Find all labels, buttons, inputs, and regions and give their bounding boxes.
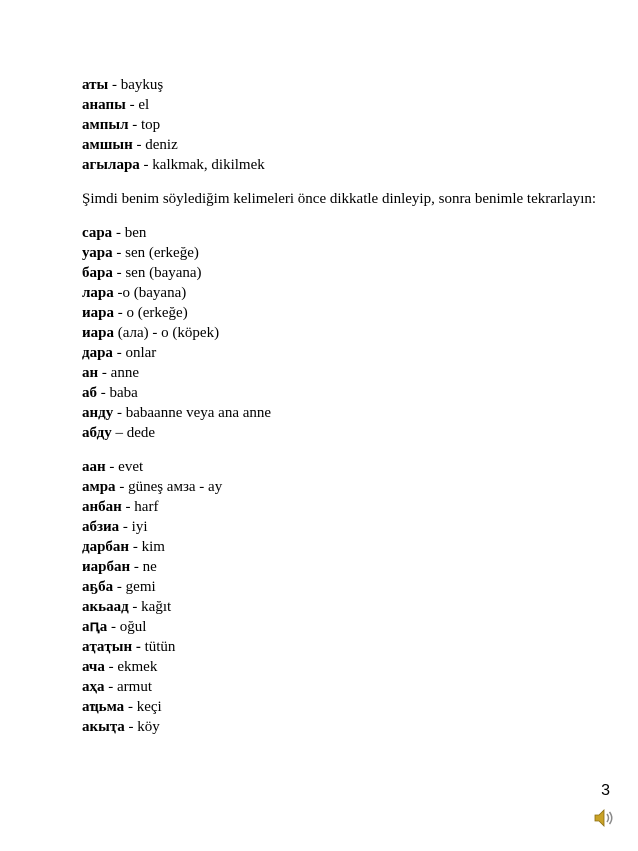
vocab-separator: - <box>113 405 126 421</box>
vocab-meaning: güneş амза - ay <box>128 479 223 495</box>
vocab-line <box>82 637 602 657</box>
vocab-word: аҳа <box>82 679 105 695</box>
vocab-word: аҕба <box>82 579 114 595</box>
vocab-line <box>82 403 602 423</box>
vocab-separator: - <box>113 579 126 595</box>
vocab-word: аԥа <box>82 619 108 635</box>
vocab-meaning: oğul <box>119 619 147 635</box>
vocab-word: абду <box>82 425 112 441</box>
vocab-word: аан <box>82 459 106 475</box>
vocab-word: уара <box>82 245 113 261</box>
vocab-separator: - <box>114 305 127 321</box>
vocab-line <box>82 303 602 323</box>
vocab-word: ан <box>82 365 99 381</box>
vocab-separator: - <box>139 157 153 173</box>
vocab-line <box>82 657 602 677</box>
vocab-separator: - <box>104 659 118 675</box>
vocab-line <box>82 115 602 135</box>
vocab-line <box>82 697 602 717</box>
vocab-word: дарбан <box>82 539 130 555</box>
vocab-line <box>82 517 602 537</box>
vocab-word: анбан <box>82 499 122 515</box>
vocab-separator: - <box>132 137 146 153</box>
vocabulary-group-1 <box>82 75 602 175</box>
vocab-separator: - <box>98 365 111 381</box>
vocab-line <box>82 477 602 497</box>
vocab-meaning: anne <box>110 365 139 381</box>
vocab-meaning: kim <box>141 539 165 555</box>
vocab-line <box>82 423 602 443</box>
vocab-word: иара <box>82 305 114 321</box>
vocab-word: сара <box>82 225 113 241</box>
vocabulary-group-3 <box>82 457 602 737</box>
vocab-line <box>82 677 602 697</box>
spacer <box>82 209 602 223</box>
vocab-meaning: köy <box>137 719 160 735</box>
vocab-meaning: baykuş <box>120 77 164 93</box>
vocab-separator: - <box>124 719 138 735</box>
vocab-meaning: top <box>141 117 161 133</box>
vocab-word: анду <box>82 405 114 421</box>
vocab-separator: - <box>128 117 141 133</box>
vocab-separator: - <box>125 97 139 113</box>
vocab-meaning: el <box>138 97 150 113</box>
vocab-line <box>82 617 602 637</box>
vocab-line <box>82 243 602 263</box>
vocab-meaning: deniz <box>145 137 178 153</box>
vocab-meaning: sen (erkeğe) <box>125 245 199 261</box>
vocab-line <box>82 577 602 597</box>
vocab-meaning: ekmek <box>117 659 158 675</box>
vocab-separator: - <box>130 559 143 575</box>
vocab-line <box>82 283 602 303</box>
vocab-line <box>82 363 602 383</box>
speaker-icon[interactable] <box>592 806 616 830</box>
vocab-word: абзиа <box>82 519 120 535</box>
vocab-line <box>82 383 602 403</box>
vocab-word: анапы <box>82 97 126 113</box>
vocab-separator: - <box>115 479 129 495</box>
vocab-separator: - <box>97 385 110 401</box>
vocab-meaning: iyi <box>131 519 148 535</box>
vocab-line <box>82 323 602 343</box>
vocab-separator: - <box>124 699 137 715</box>
speaker-icon-graphic <box>592 806 616 830</box>
vocab-word: аҵьма <box>82 699 125 715</box>
vocab-line <box>82 497 602 517</box>
spacer <box>82 443 602 457</box>
vocab-meaning: tütün <box>144 639 176 655</box>
vocab-meaning: o (erkeğe) <box>126 305 188 321</box>
vocab-word: акыҭа <box>82 719 125 735</box>
vocab-separator: - <box>107 619 120 635</box>
vocab-meaning: onlar <box>125 345 157 361</box>
vocab-word: дара <box>82 345 113 361</box>
vocabulary-group-2 <box>82 223 602 443</box>
vocab-word: бара <box>82 265 113 281</box>
vocab-separator: - <box>112 345 126 361</box>
vocab-line <box>82 223 602 243</box>
vocab-line <box>82 457 602 477</box>
vocab-separator: - <box>105 459 119 475</box>
vocab-word: аты <box>82 77 109 93</box>
vocab-meaning: keçi <box>136 699 162 715</box>
vocab-line <box>82 343 602 363</box>
vocabulary-page <box>82 75 602 737</box>
vocab-meaning: harf <box>134 499 159 515</box>
page-number: 3 <box>601 782 610 799</box>
vocab-separator: - <box>104 679 117 695</box>
vocab-meaning: armut <box>117 679 152 695</box>
vocab-separator: - <box>112 265 126 281</box>
vocab-line <box>82 135 602 155</box>
vocab-separator: - <box>119 519 132 535</box>
vocab-meaning: kalkmak, dikilmek <box>152 157 265 173</box>
vocab-separator: - <box>113 285 123 301</box>
vocab-word: агылара <box>82 157 140 173</box>
vocab-meaning: o (bayana) <box>122 285 187 301</box>
vocab-meaning: baba <box>109 385 138 401</box>
vocab-word: лара <box>82 285 114 301</box>
vocab-word: иарбан <box>82 559 131 575</box>
vocab-separator: – <box>111 425 127 441</box>
instruction-text: Şimdi benim söylediğim kelimeleri önce dikkatle dinleyip, sonra benimle tekrarlayın: <box>82 191 597 207</box>
vocab-meaning: (ала) - o (köpek) <box>117 325 220 341</box>
vocab-line <box>82 75 602 95</box>
vocab-meaning: kağıt <box>141 599 172 615</box>
vocab-line <box>82 95 602 115</box>
vocab-word: амра <box>82 479 116 495</box>
vocab-meaning: ben <box>124 225 147 241</box>
vocab-word: акьаад <box>82 599 129 615</box>
vocab-line <box>82 155 602 175</box>
vocab-line <box>82 263 602 283</box>
vocab-meaning: gemi <box>125 579 156 595</box>
vocab-separator: - <box>112 225 125 241</box>
vocab-word: ача <box>82 659 105 675</box>
vocab-separator: - <box>128 599 142 615</box>
vocab-meaning: babaanne veya ana anne <box>125 405 272 421</box>
vocab-line <box>82 557 602 577</box>
vocab-word: иара <box>82 325 114 341</box>
spacer <box>82 175 602 189</box>
vocab-separator: - <box>121 499 135 515</box>
vocab-meaning: ne <box>142 559 157 575</box>
vocab-word: ампыл <box>82 117 129 133</box>
vocab-meaning: sen (bayana) <box>125 265 202 281</box>
vocab-line <box>82 717 602 737</box>
vocab-separator: - <box>112 245 126 261</box>
vocab-word: амшын <box>82 137 133 153</box>
vocab-word: аҭаҭын - <box>82 639 141 655</box>
vocab-separator: - <box>108 77 121 93</box>
vocab-meaning: dede <box>126 425 156 441</box>
vocab-line <box>82 537 602 557</box>
vocab-meaning: evet <box>118 459 144 475</box>
vocab-word: аб <box>82 385 97 401</box>
vocab-separator: - <box>129 539 142 555</box>
vocab-line <box>82 597 602 617</box>
